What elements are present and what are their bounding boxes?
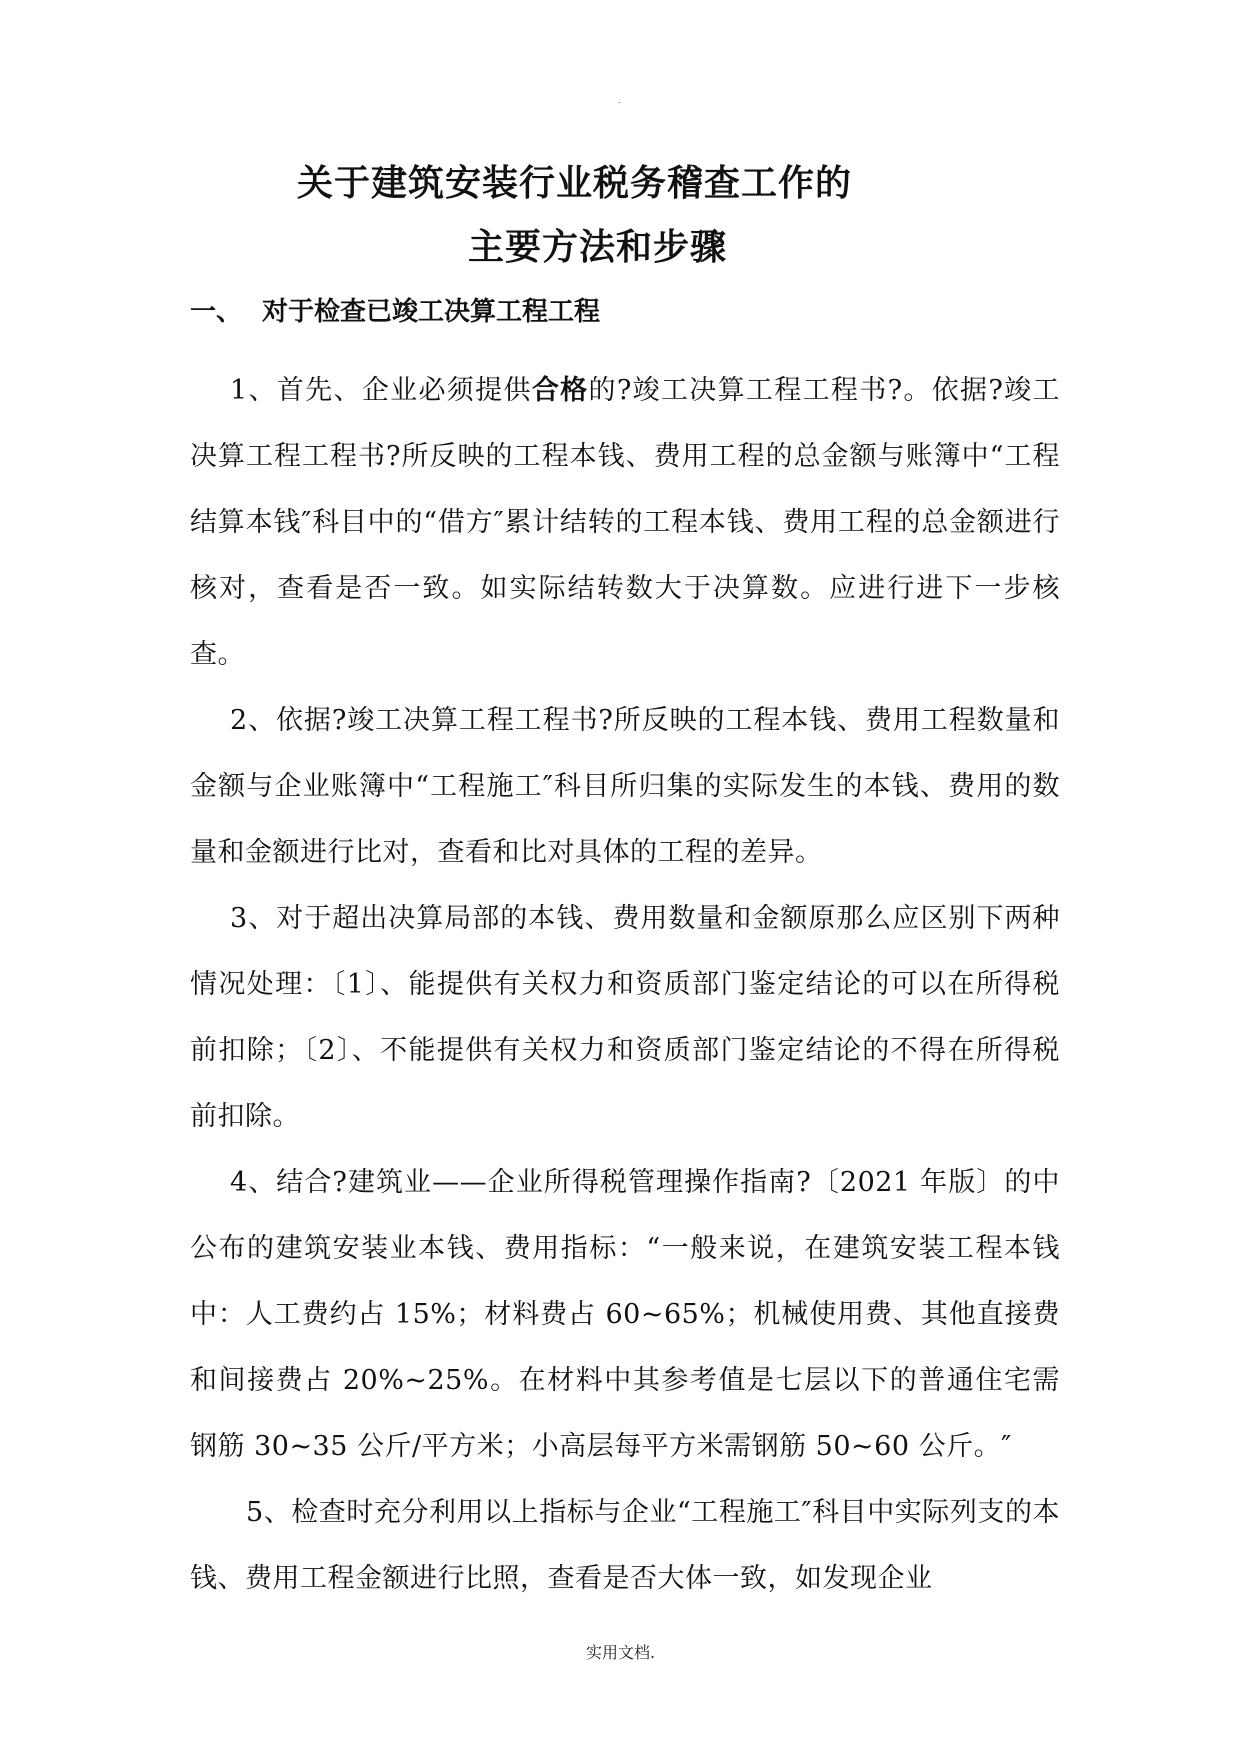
top-mark: .: [618, 96, 621, 105]
paragraph-4: 4、结合?建筑业——企业所得税管理操作指南?〔2021 年版〕的中公布的建筑安装业本钱、费用指标：“一般来说，在建筑安装工程本钱中：人工费约占 15%；材料费占 60~65%；机械使用费、其他直接费和间接费占 20%~25%。在材料中其参考值是七层以下的普通住宅需钢筋 30~35 公斤/平方米；小高层每平方米需钢筋 50~60 公斤。″: [190, 1167, 1060, 1462]
paragraph-5: 5、检查时充分利用以上指标与企业“工程施工″科目中实际列支的本钱、费用工程金额进行比照，查看是否大体一致，如发现企业: [190, 1497, 1060, 1594]
document-body: [190, 358, 1060, 1612]
section-heading: [190, 292, 600, 332]
paragraph-1: [190, 358, 1060, 688]
paragraph-2: 2、依据?竣工决算工程工程书?所反映的工程本钱、费用工程数量和金额与企业账簿中“工程施工″科目所归集的实际发生的本钱、费用的数量和金额进行比对，查看和比对具体的工程的差异。: [190, 705, 1060, 868]
paragraph-1-bold-text: 合格: [531, 375, 589, 406]
section-number: 一、: [190, 297, 243, 327]
paragraph-3: 3、对于超出决算局部的本钱、费用数量和金额原那么应区别下两种情况处理：〔1〕、能提供有关权力和资质部门鉴定结论的可以在所得税前扣除；〔2〕、不能提供有关权力和资质部门鉴定结论的不得在所得税前扣除。: [190, 903, 1060, 1132]
section-title: 对于检查已竣工决算工程工程: [262, 297, 601, 327]
page-footer: 实用文档.: [585, 1643, 656, 1662]
document-title-line-2: 主要方法和步骤: [468, 227, 728, 268]
paragraph-1-text-b: 的?竣工决算工程工程书?。依据?竣工决算工程工程书?所反映的工程本钱、费用工程的总金额与账簿中“工程结算本钱″科目中的“借方″累计结转的工程本钱、费用工程的总金额进行核对，查看是否一致。如实际结转数大于决算数。应进行进下一步核查。: [190, 375, 1061, 670]
paragraph-1-text-a: 1、首先、企业必须提供: [230, 375, 532, 406]
document-title-line-1: 关于建筑安装行业税务稽查工作的: [297, 163, 853, 204]
